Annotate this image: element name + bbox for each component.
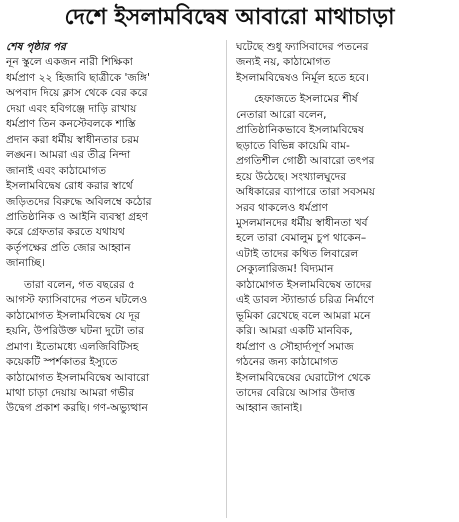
text-line: ঘটেছে শুধু ফ্যাসিবাদের পতনের <box>236 41 369 53</box>
text-line: গঠনের জন্য কাঠামোগত <box>236 356 338 369</box>
text-line: জড়িতদের বিরুদ্ধে অবিলম্বে কঠোর <box>6 195 152 208</box>
text-line: এই ডাবল স্ট্যান্ডার্ড চরিত্র নির্মাণে <box>236 294 375 307</box>
text-line: মাথা চাড়া দেয়ায় আমরা গভীর <box>6 386 135 399</box>
text-line: লঙ্ঘন। আমরা এর তীব্র নিন্দা <box>6 149 131 162</box>
text-line: নেতারা আরো বলেন, <box>236 108 327 121</box>
paragraph-1 <box>6 55 221 271</box>
text-line: ছড়াতে বিভিন্ন কায়েমি বাম- <box>236 139 350 152</box>
text-line: কাঠামোগত ইসলামবিদ্বেষ যে দূর <box>6 309 140 322</box>
text-line: অধিকারের ব্যাপারে তারা সবসময় <box>236 186 375 199</box>
text-line: জানাই এবং কাঠামোগত <box>6 164 107 177</box>
left-column <box>6 40 221 417</box>
paragraph-2 <box>236 92 451 417</box>
text-line: এটাই তাদের কথিত লিবারেল <box>236 247 359 260</box>
text-line: কয়েকটি স্পর্শকাতর ইস্যুতে <box>6 356 118 369</box>
article-headline: দেশে ইসলামবিদ্বেষ আবারো মাথাচাড়া <box>64 5 395 30</box>
text-line: প্রাতিষ্ঠানিকভাবে ইসলামবিদ্বেষ <box>236 124 364 137</box>
column-divider <box>226 40 227 518</box>
text-line: ভূমিকা রেখেছে বলে আমরা মনে <box>236 309 371 322</box>
text-line: অপবাদ দিয়ে ক্লাস থেকে বের করে <box>6 87 148 100</box>
text-line: হলে তারা বেমালুম চুপ থাকেন– <box>236 232 367 245</box>
text-line: প্রদান করা ধর্মীয় স্বাধীনতার চরম <box>6 133 139 146</box>
text-line: হেফাজতে ইসলামের শীর্ষ <box>254 93 358 106</box>
right-column <box>236 40 451 417</box>
text-line: তারা বলেন, গত বছরের ৫ <box>24 278 136 291</box>
text-line: সরব থাকলেও ধর্মপ্রাণ <box>236 201 328 214</box>
paragraph-1 <box>236 40 451 86</box>
paragraph-2 <box>6 278 221 417</box>
text-line: দেয়া এবং হবিগঞ্জে দাড়ি রাখায় <box>6 102 137 115</box>
text-line: সেক্যুলারিজম! বিদ্যমান <box>236 263 334 276</box>
text-line: তাদের বেরিয়ে আসার উদাত্ত <box>236 386 356 399</box>
text-line: করে গ্রেফতার করতে যথাযথ <box>6 226 125 239</box>
text-line: হয়নি, উপরিউক্ত ঘটনা দুটো তার <box>6 325 145 338</box>
text-line: কাঠামোগত ইসলামবিদ্বেষ আবারো <box>6 371 150 384</box>
text-line: করি। আমরা একটি মানবিক, <box>236 325 353 338</box>
text-line: নূন স্কুলে একজন নারী শিক্ষিকা <box>6 56 133 69</box>
text-line: কাঠামোগত ইসলামবিদ্বেষ তাদের <box>236 278 372 291</box>
text-line: আহ্বান জানাই। <box>236 402 303 415</box>
text-line: হয়ে উঠেছে। সংখ্যালঘুদের <box>236 170 347 183</box>
text-line: প্রগতিশীল গোষ্ঠী আবারো তৎপর <box>236 155 375 168</box>
text-line: জন্যই নয়, কাঠামোগত <box>236 56 331 69</box>
text-line: কর্তৃপক্ষের প্রতি জোর আহ্বান <box>6 241 131 254</box>
text-line: ইসলামবিদ্বেষের ঘেরাটোপ থেকে <box>236 371 371 384</box>
text-line: মুসলমানদের ধর্মীয় স্বাধীনতা খর্ব <box>236 216 368 229</box>
text-line: আগস্ট ফ্যাসিবাদের পতন ঘটলেও <box>6 294 148 307</box>
text-line: প্রমাণ। ইতোমধ্যে এলজিবিটিসহ <box>6 340 139 353</box>
text-line: জানাচ্ছি। <box>6 257 45 270</box>
dateline: শেষ পৃষ্ঠার পর <box>6 41 66 53</box>
text-line: ধর্মপ্রাণ ২২ হিজাবি ছাত্রীকে 'জঙ্গি' <box>6 71 150 84</box>
text-line: প্রাতিষ্ঠানিক ও আইনি ব্যবস্থা গ্রহণ <box>6 210 149 223</box>
text-line: ইসলামবিদ্বেষ রোধ করার স্বার্থে <box>6 180 133 193</box>
text-line: উদ্বেগ প্রকাশ করছি। গণ-অভ্যুত্থান <box>6 402 148 415</box>
text-line: ইসলামবিদ্বেষও নির্মূল হতে হবে। <box>236 71 369 84</box>
text-line: ধর্মপ্রাণ তিন কনস্টেবলকে শাস্তি <box>6 118 136 131</box>
text-line: ধর্মপ্রাণ ও সৌহার্দ্যপূর্ণ সমাজ <box>236 340 354 353</box>
